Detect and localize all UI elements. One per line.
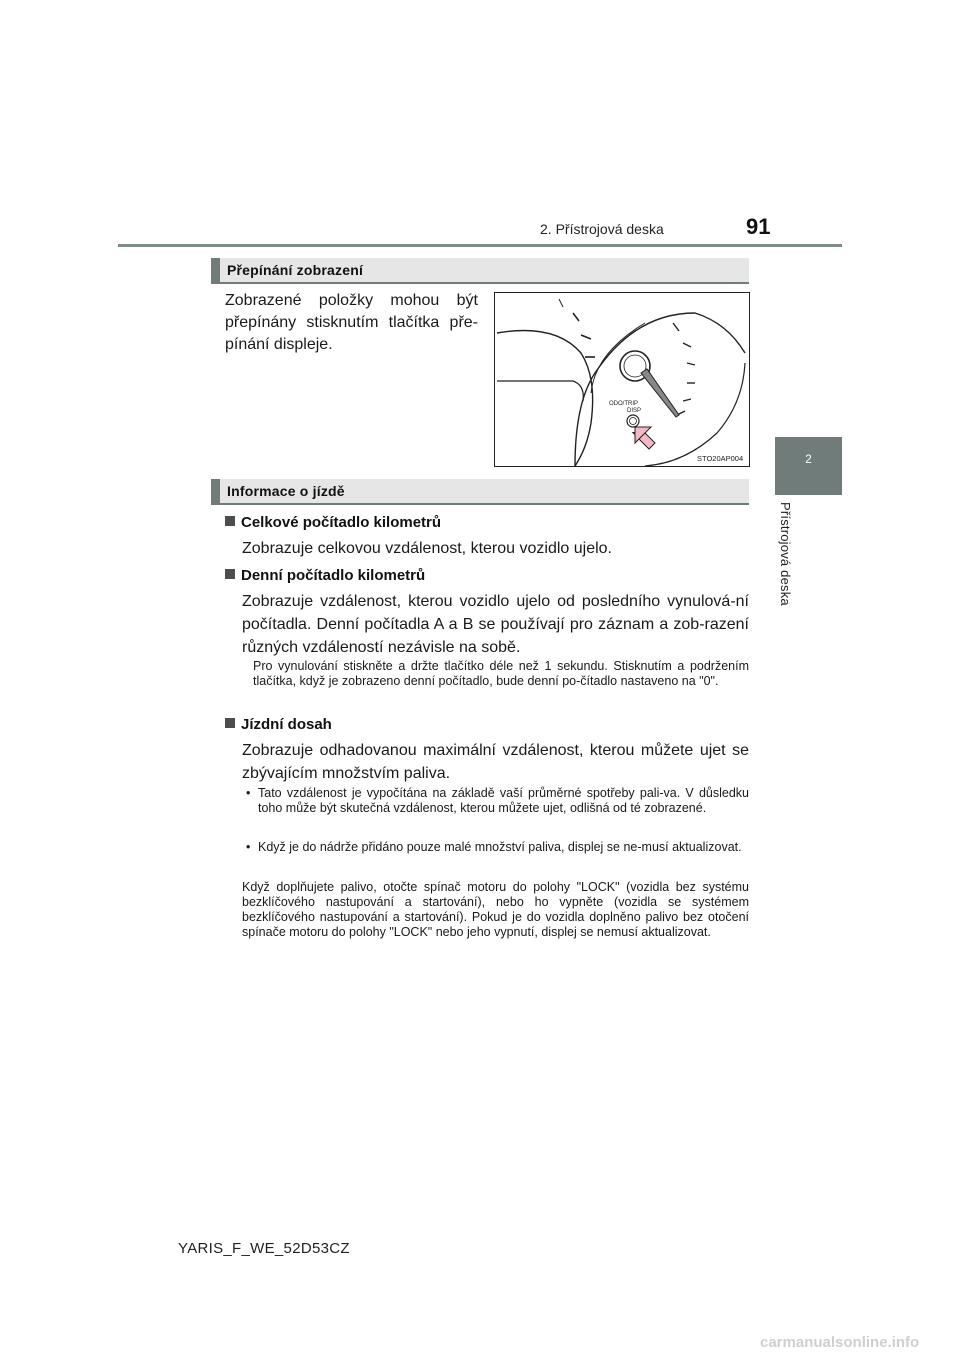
header-rule xyxy=(118,244,842,247)
odometer-text: Zobrazuje celkovou vzdálenost, kterou vozidlo ujelo. xyxy=(242,540,612,557)
square-bullet-icon xyxy=(225,718,235,728)
section-title: Přepínání zobrazení xyxy=(227,262,364,278)
document-code: YARIS_F_WE_52D53CZ xyxy=(178,1240,350,1257)
range-note: Když doplňujete palivo, otočte spínač motoru do polohy "LOCK" (vozidla bez systému bezklíčového nastupování a startování), nebo ho vypněte (vozidla se systémem bezklíčového nastupování a startování). Pokud je do vozidla doplněno palivo bez otočení spínače motoru do polohy "LOCK" nebo jeho vypnutí, displej se nemusí aktualizovat. xyxy=(242,880,749,939)
display-switch-text: Zobrazené položky mohou být přepínány stisknutím tlačítka pře-pínání displeje. xyxy=(225,292,478,353)
instrument-cluster-figure xyxy=(494,292,750,467)
running-header-section: 2. Přístrojová deska xyxy=(540,221,664,237)
item-heading-trip-meter: Denní počítadlo kilometrů xyxy=(225,567,425,584)
range-text: Zobrazuje odhadovanou maximální vzdálenost, kterou můžete ujet se zbývajícím množstvím paliva. xyxy=(242,742,749,782)
trip-meter-note: Pro vynulování stiskněte a držte tlačítko déle než 1 sekundu. Stisknutím a podržením tlačítka, když je zobrazeno denní počítadlo, bude denní po-čítadlo nastaveno na "0". xyxy=(253,659,749,688)
trip-meter-text: Zobrazuje vzdálenost, kterou vozidlo ujelo od posledního vynulová-ní počítadla. Denní počítadla A a B se používají pro záznam a zob-razení různých vzdáleností nezávisle na sobě. xyxy=(242,593,749,656)
page-number: 91 xyxy=(746,214,771,239)
chapter-tab-label: Přístrojová deska xyxy=(778,502,793,606)
cluster-illustration xyxy=(495,293,749,466)
range-bullet-2: • Když je do nádrže přidáno pouze malé množství paliva, displej se ne-musí aktualizovat. xyxy=(246,840,742,854)
section-header-display-switch xyxy=(211,258,749,284)
button-label-line2: DISP xyxy=(627,408,642,414)
button-label-line1: ODO/TRIP xyxy=(609,401,639,407)
section-title: Informace o jízdě xyxy=(227,483,345,499)
square-bullet-icon xyxy=(225,569,235,579)
watermark: carmanualsonline.info xyxy=(760,1334,920,1351)
section-header-trip-info xyxy=(211,479,749,505)
item-heading-range: Jízdní dosah xyxy=(225,716,332,733)
range-bullet-1: • Tato vzdálenost je vypočítána na základě vaší průměrné spotřeby pali-va. V důsledku toho může být skutečná vzdálenost, kterou můžete ujet, odlišná od té zobrazené. xyxy=(246,786,749,815)
figure-code: STO20AP004 xyxy=(697,454,744,463)
chapter-tab xyxy=(775,437,842,495)
chapter-tab-number: 2 xyxy=(805,452,812,466)
odo-trip-disp-button xyxy=(627,415,639,427)
pointer-arrow-icon xyxy=(633,426,655,449)
item-heading-odometer: Celkové počítadlo kilometrů xyxy=(225,514,441,531)
square-bullet-icon xyxy=(225,516,235,526)
